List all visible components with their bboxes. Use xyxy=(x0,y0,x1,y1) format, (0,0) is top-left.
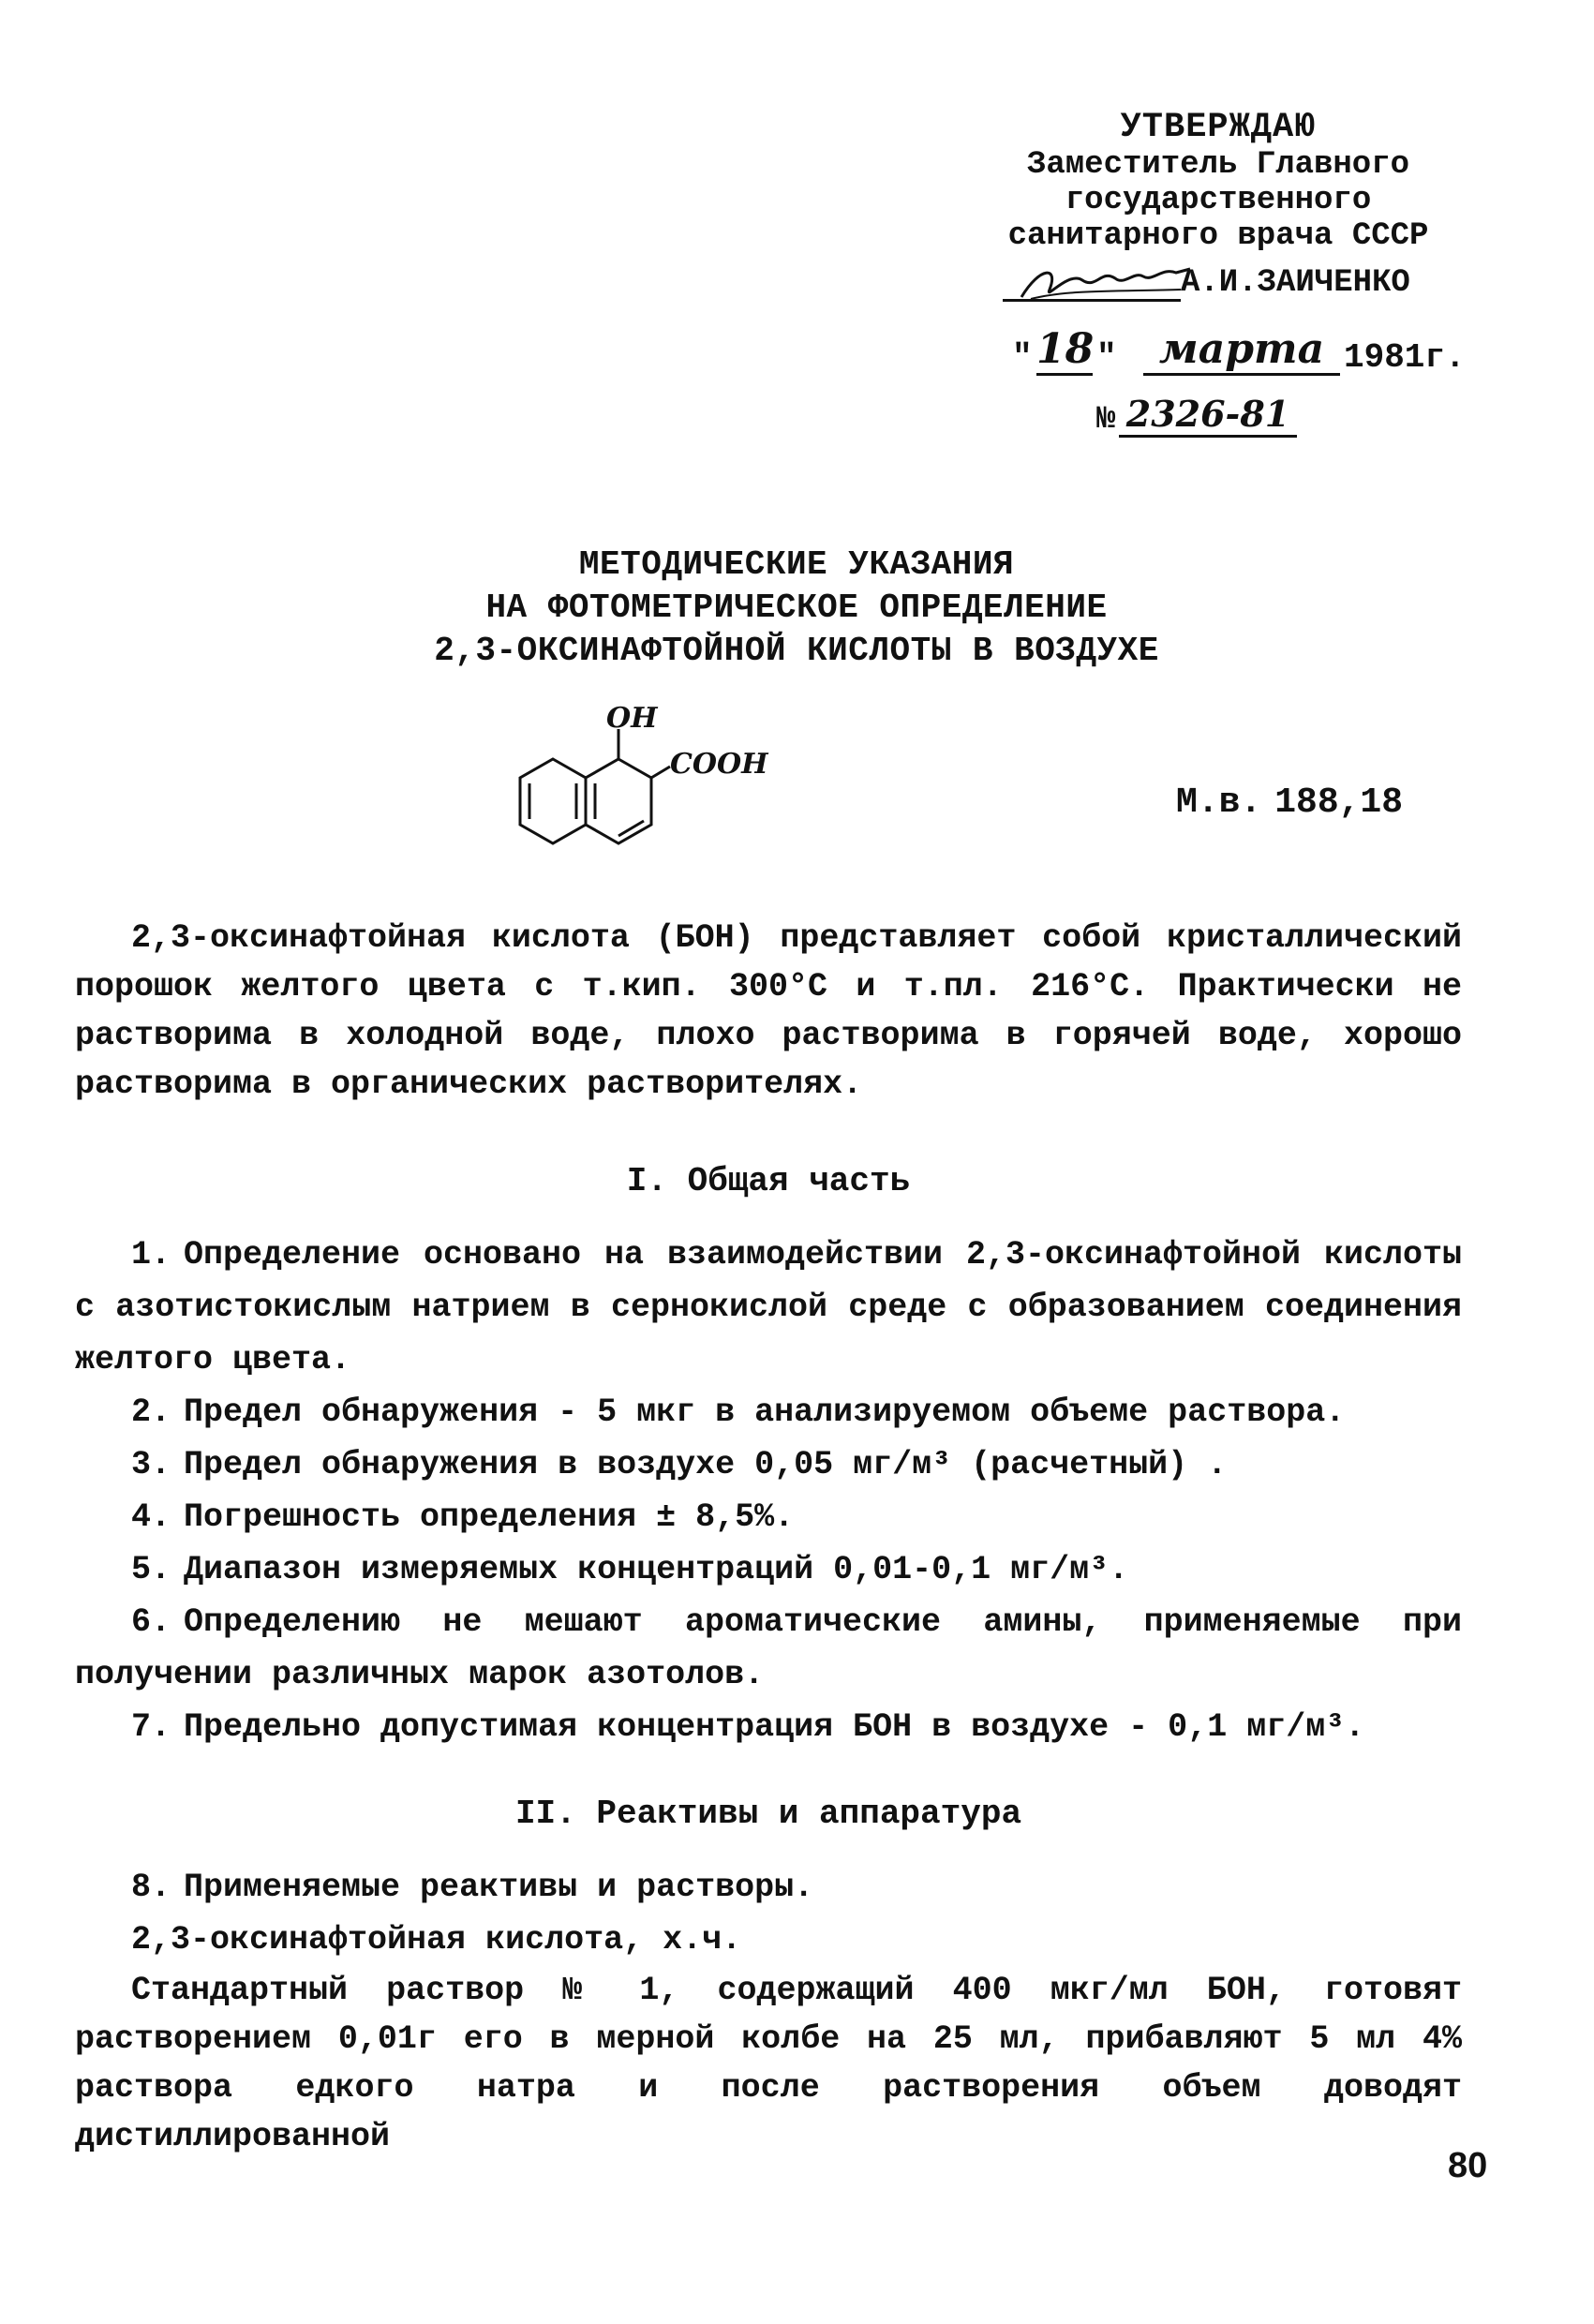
molecular-weight-value: 188,18 xyxy=(1274,782,1404,823)
naphthalene-ring-diagram xyxy=(478,703,787,918)
section-item xyxy=(75,1596,1462,1701)
item-text: Предельно допустимая концентрация БОН в воздухе - 0,1 мг/м³. xyxy=(184,1708,1365,1746)
section-2-title: II. Реактивы и аппаратура xyxy=(514,1795,1022,1833)
item-number: 5. xyxy=(131,1551,171,1588)
signature-row xyxy=(956,258,1481,316)
approval-heading: УТВЕРЖДАЮ xyxy=(1120,108,1317,147)
title-line: НА ФОТОМЕТРИЧЕСКОЕ ОПРЕДЕЛЕНИЕ xyxy=(485,588,1108,627)
item-number: 1. xyxy=(131,1236,171,1274)
page-number: 80 xyxy=(1448,2146,1488,2185)
document-title xyxy=(281,544,1312,673)
molecular-weight-label: М.в. xyxy=(1176,782,1262,823)
item-text: Предел обнаружения - 5 мкг в анализируемом объеме раствора. xyxy=(184,1393,1346,1431)
item-text: Определению не мешают ароматические амины, применяемые при получении различных марок азотолов. xyxy=(75,1603,1462,1693)
approval-date xyxy=(956,325,1481,385)
cooh-label: COOH xyxy=(670,748,768,781)
date-quote-open: " xyxy=(1012,338,1033,377)
item-number: 3. xyxy=(131,1446,171,1483)
section-item xyxy=(75,1861,1462,1914)
approval-line: санитарного врача СССР xyxy=(1007,218,1429,254)
section-item xyxy=(75,1701,1462,1753)
item-text: Погрешность определения ± 8,5%. xyxy=(184,1498,795,1536)
section-item xyxy=(75,1491,1462,1543)
number-sign: № xyxy=(1096,402,1116,438)
section-item xyxy=(75,1543,1462,1596)
registration-number: 2326-81 xyxy=(1119,393,1297,438)
section-item xyxy=(75,1229,1462,1386)
signature-line xyxy=(1003,299,1181,302)
standard-solution-paragraph: Стандартный раствор № 1, содержащий 400 мкг/мл БОН, готовят растворением 0,01г его в мерной колбе на 25 мл, прибавляют 5 мл 4% раствора едкого натра и после растворения объем доводят дистиллированной xyxy=(75,1972,1462,2155)
approval-number xyxy=(956,393,1481,449)
title-line: 2,3-ОКСИНАФТОЙНОЙ КИСЛОТЫ В ВОЗДУХЕ xyxy=(434,632,1159,670)
item-text: Определение основано на взаимодействии 2,3-оксинафтойной кислоты с азотистокислым натрием в сернокислой среде с образованием соединения желтого цвета. xyxy=(75,1236,1462,1378)
reagent-line: 2,3-оксинафтойная кислота, х.ч. xyxy=(131,1921,742,1959)
section-item xyxy=(75,1386,1462,1438)
date-month: марта xyxy=(1143,325,1340,376)
date-year: 1981г. xyxy=(1344,338,1466,377)
section-2 xyxy=(75,1795,1462,2161)
item-number: 7. xyxy=(131,1708,171,1746)
approval-line: государственного xyxy=(1065,183,1372,218)
item-number: 6. xyxy=(131,1603,171,1641)
section-1 xyxy=(75,1162,1462,1753)
date-day: 18 xyxy=(1036,325,1093,376)
date-quote-close: " xyxy=(1096,338,1117,377)
item-number: 2. xyxy=(131,1393,171,1431)
item-text: Предел обнаружения в воздухе 0,05 мг/м³ (расчетный) . xyxy=(184,1446,1228,1483)
molecular-weight xyxy=(1176,782,1403,823)
title-line: МЕТОДИЧЕСКИЕ УКАЗАНИЯ xyxy=(578,545,1015,584)
item-number: 8. xyxy=(131,1869,171,1906)
approval-block xyxy=(956,108,1481,449)
intro-block xyxy=(75,914,1462,1109)
oh-label: OH xyxy=(606,703,658,735)
item-text: Диапазон измеряемых концентраций 0,01-0,1 мг/м³. xyxy=(184,1551,1129,1588)
item-number: 4. xyxy=(131,1498,171,1536)
signer-name: А.И.ЗАИЧЕНКО xyxy=(1181,265,1410,301)
structural-formula xyxy=(478,703,787,918)
section-1-title: I. Общая часть xyxy=(626,1162,911,1200)
intro-paragraph: 2,3-оксинафтойная кислота (БОН) представляет собой кристаллический порошок желтого цвета с т.кип. 300°С и т.пл. 216°С. Практически не растворима в холодной воде, плохо растворима в горячей воде, хорошо растворима в органических растворителях. xyxy=(75,919,1462,1103)
item-text: Применяемые реактивы и растворы. xyxy=(184,1869,814,1906)
section-item xyxy=(75,1438,1462,1491)
approval-line: Заместитель Главного xyxy=(1026,147,1410,183)
